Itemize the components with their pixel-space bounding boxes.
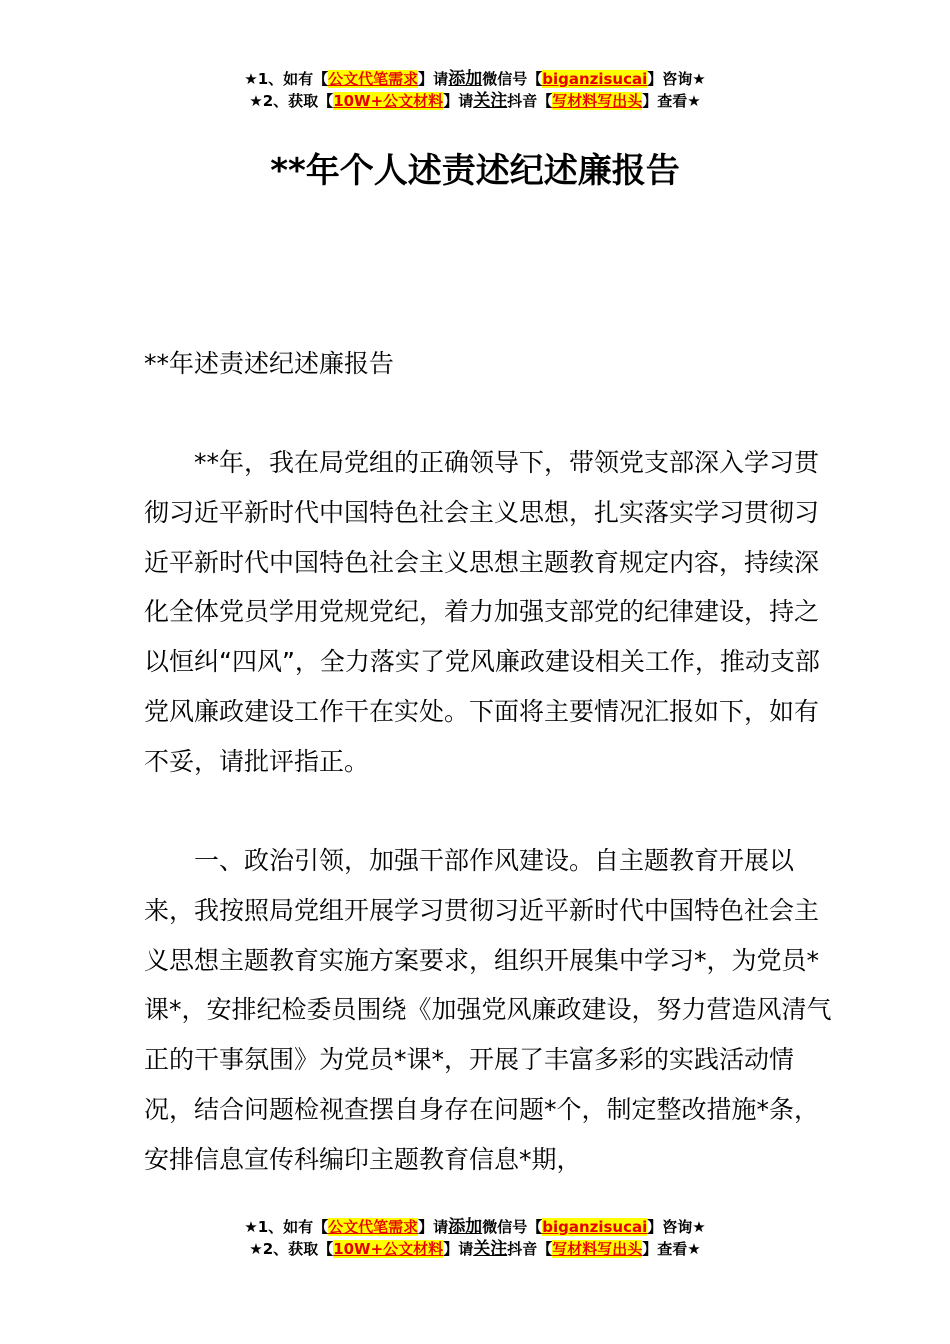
banner-highlight-materials: 10W+公文材料 [333,92,444,110]
banner-line-2: ★2、获取【10W+公文材料】请关注抖音【写材料写出头】查看★ [249,91,701,111]
banner-highlight-service: 公文代笔需求 [328,1218,419,1236]
document-subtitle: **年述责述纪述廉报告 [144,349,395,378]
footer-banner [0,1216,950,1260]
banner-highlight-service: 公文代笔需求 [328,70,419,88]
banner-highlight-materials: 10W+公文材料 [333,1240,444,1258]
body-paragraph: 一、政治引领，加强干部作风建设。自主题教育开展以来，我按照局党组开展学习贯彻习近平新时代中国特色社会主义思想主题教育实施方案要求，组织开展集中学习*，为党员*课*，安排纪检委员围绕《加强党风廉政建设，努力营造风清气正的干事氛围》为党员*课*，开展了丰富多彩的实践活动情况，结合问题检视查摆自身存在问题*个，制定整改措施*条，安排信息宣传科编印主题教育信息*期， [144,846,832,1174]
banner-highlight-douyin: 写材料写出头 [552,1240,643,1258]
banner-line-1: ★1、如有【公文代笔需求】请添加微信号【biganzisucai】咨询★ [244,1217,706,1237]
banner-highlight-douyin: 写材料写出头 [552,92,643,110]
document-title: **年个人述责述纪述廉报告 [270,151,680,191]
banner-line-2: ★2、获取【10W+公文材料】请关注抖音【写材料写出头】查看★ [249,1239,701,1259]
body-paragraph: **年，我在局党组的正确领导下，带领党支部深入学习贯彻习近平新时代中国特色社会主义思想，扎实落实学习贯彻习近平新时代中国特色社会主义思想主题教育规定内容，持续深化全体党员学用党规党纪，着力加强支部党的纪律建设，持之以恒纠“四风”，全力落实了党风廉政建设相关工作，推动支部党风廉政建设工作干在实处。下面将主要情况汇报如下，如有不妥，请批评指正。 [144,448,820,776]
banner-line-1: ★1、如有【公文代笔需求】请添加微信号【biganzisucai】咨询★ [244,69,706,89]
header-banner [0,68,950,112]
banner-highlight-wechat-id: biganzisucai [542,1218,648,1236]
banner-highlight-wechat-id: biganzisucai [542,70,648,88]
